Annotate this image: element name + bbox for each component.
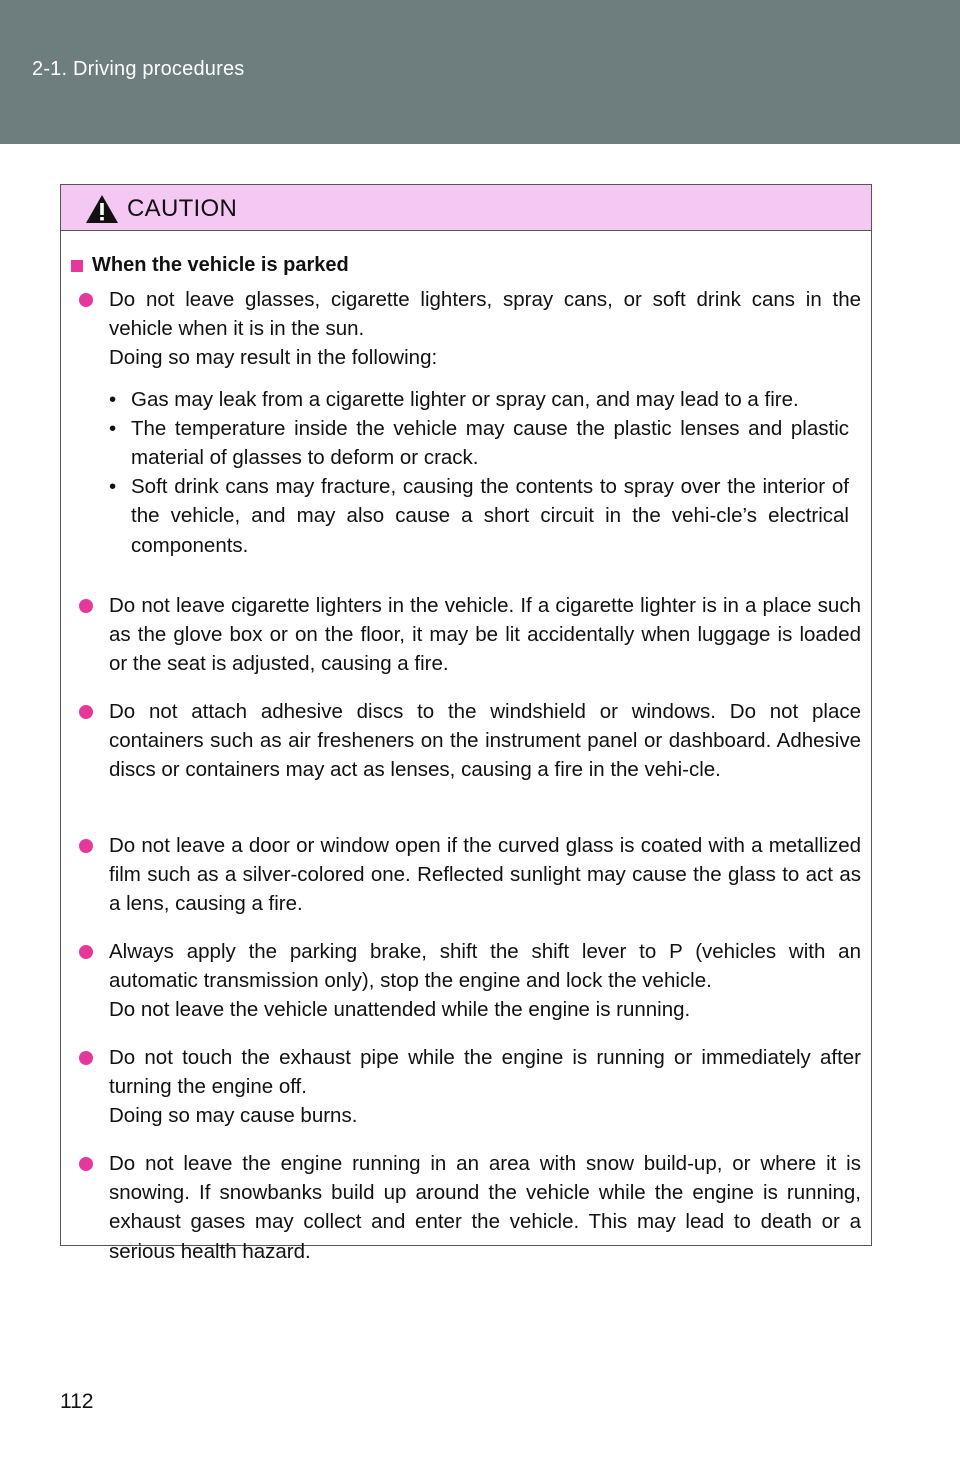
item-paragraph: Do not touch the exhaust pipe while the engine is running or immediately after turning the engine off. [109,1046,861,1099]
bullet-dot-icon [79,705,93,719]
warning-triangle-icon [85,194,119,224]
bullet-dot-icon [79,945,93,959]
item-paragraph: Doing so may result in the following: [109,346,438,370]
caution-item-7 [79,1149,861,1266]
item-paragraph: Do not leave the engine running in an area with snow build-up, or where it is snowing. If snowbanks build up around the vehicle while the engine is running, exhaust gases may collect and enter the vehicle. This may lead to death or a serious health hazard. [109,1152,861,1263]
square-bullet-icon [71,260,83,272]
item-paragraph: Do not leave glasses, cigarette lighters, spray cans, or soft drink cans in the vehicle when it is in the sun. [109,288,861,341]
caution-subheading [71,251,349,280]
bullet-dot-icon [79,1157,93,1171]
item-paragraph: Do not leave a door or window open if the curved glass is coated with a metallized film such as a silver-colored one. Reflected sunlight may cause the glass to act as a lens, causing a fire. [109,834,861,916]
sub-list-item: • Gas may leak from a cigarette lighter or spray can, and may lead to a fire. [109,387,799,411]
bullet-dot-icon [79,1051,93,1065]
caution-item-4 [79,831,861,919]
item-paragraph: Do not attach adhesive discs to the windshield or windows. Do not place containers such as air fresheners on the instrument panel or dashboard. Adhesive discs or containers may act as lenses, causing a fire in the vehi-cle. [109,700,861,782]
item-paragraph: Do not leave cigarette lighters in the vehicle. If a cigarette lighter is in a place such as the glove box or on the floor, it may be lit accidentally when luggage is loaded or the seat is adjusted, causing a fire. [109,594,861,676]
item-paragraph: Do not leave the vehicle unattended while the engine is running. [109,998,691,1022]
bullet-dot-icon [79,839,93,853]
sub-list-item: • Soft drink cans may fracture, causing the contents to spray over the interior of the vehicle, and may also cause a short circuit in the vehi-cle’s electrical components. [109,475,849,557]
caution-header [61,185,871,231]
chapter-header [0,0,960,144]
bullet-dot-icon [79,599,93,613]
caution-item-5 [79,937,861,1025]
caution-item-1 [79,285,861,560]
caution-item-6 [79,1043,861,1131]
caution-item-3 [79,697,861,785]
caution-item-2 [79,591,861,679]
item-paragraph: Always apply the parking brake, shift the shift lever to P (vehicles with an automatic transmission only), stop the engine and lock the vehicle. [109,940,861,993]
item-paragraph: Doing so may cause burns. [109,1104,358,1128]
caution-box [60,184,872,1263]
bullet-dot-icon [79,293,93,307]
section-title: 2-1. Driving procedures [32,58,245,80]
subheading-text: When the vehicle is parked [92,254,349,276]
caution-title: CAUTION [127,195,238,222]
sub-list-item: • The temperature inside the vehicle may cause the plastic lenses and plastic material of glasses to deform or crack. [109,416,849,470]
page-number: 112 [60,1390,94,1413]
sub-list [109,385,861,560]
